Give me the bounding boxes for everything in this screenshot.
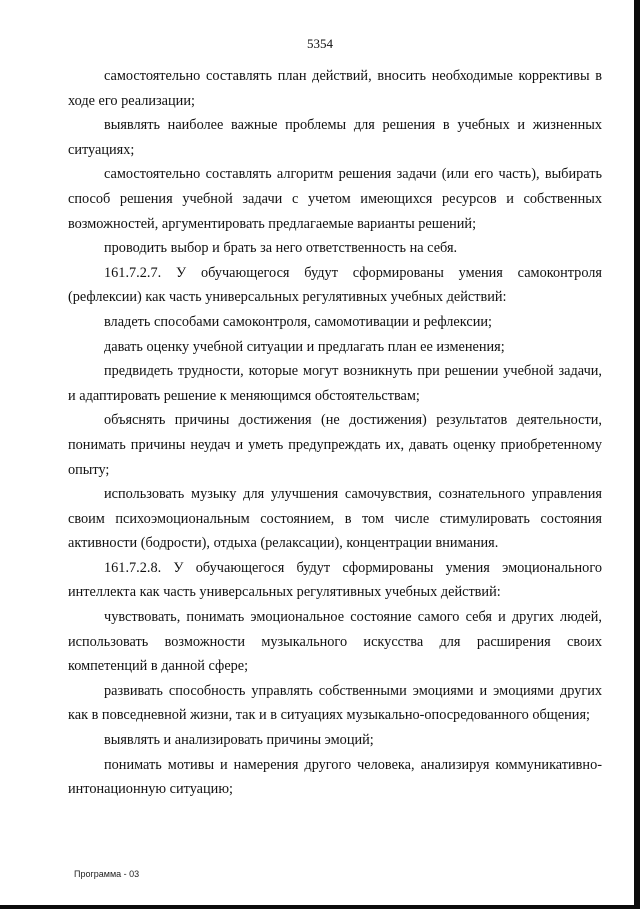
- paragraph: чувствовать, понимать эмоциональное состояние самого себя и других людей, использовать возможности музыкального искусства для расширения своих компетенций в данной сфере;: [68, 609, 602, 675]
- scan-edge-right: [634, 0, 640, 909]
- paragraph: развивать способность управлять собственными эмоциями и эмоциями других как в повседневной жизни, так и в ситуациях музыкально-опосредованного общения;: [68, 682, 602, 724]
- paragraph: проводить выбор и брать за него ответственность на себя.: [104, 240, 458, 257]
- body-text: [68, 64, 602, 802]
- section-paragraph: 161.7.2.7. У обучающегося будут сформированы умения самоконтроля (рефлексии) как часть универсальных регулятивных учебных действий:: [68, 264, 602, 306]
- footer-label: Программа - 03: [74, 869, 140, 879]
- paragraph: самостоятельно составлять план действий, вносить необходимые коррективы в ходе его реализации;: [68, 68, 602, 109]
- paragraph: давать оценку учебной ситуации и предлагать план ее изменения;: [104, 338, 505, 355]
- paragraph: выявлять наиболее важные проблемы для решения в учебных и жизненных ситуациях;: [68, 117, 602, 158]
- paragraph: понимать мотивы и намерения другого человека, анализируя коммуникативно-интонационную ситуацию;: [68, 756, 602, 798]
- paragraph: использовать музыку для улучшения самочувствия, сознательного управления своим психоэмоциональным состоянием, в том числе стимулировать состояния активности (бодрости), отдыха (релаксации), концентрации внимания.: [68, 486, 602, 552]
- paragraph: предвидеть трудности, которые могут возникнуть при решении учебной задачи, и адаптировать решение к меняющимся обстоятельствам;: [68, 363, 602, 404]
- page-number: 5354: [307, 36, 333, 51]
- paragraph: выявлять и анализировать причины эмоций;: [104, 732, 374, 749]
- section-paragraph: 161.7.2.8. У обучающегося будут сформированы умения эмоционального интеллекта как часть универсальных регулятивных учебных действий:: [68, 559, 602, 601]
- paragraph: объяснять причины достижения (не достижения) результатов деятельности, понимать причины неудач и уметь предупреждать их, давать оценку приобретенному опыту;: [68, 412, 602, 478]
- paragraph: самостоятельно составлять алгоритм решения задачи (или его часть), выбирать способ решения учебной задачи с учетом имеющихся ресурсов и собственных возможностей, аргументировать предлагаемые варианты решений;: [68, 166, 602, 232]
- paragraph: владеть способами самоконтроля, самомотивации и рефлексии;: [104, 313, 492, 330]
- scan-edge-bottom: [0, 905, 640, 909]
